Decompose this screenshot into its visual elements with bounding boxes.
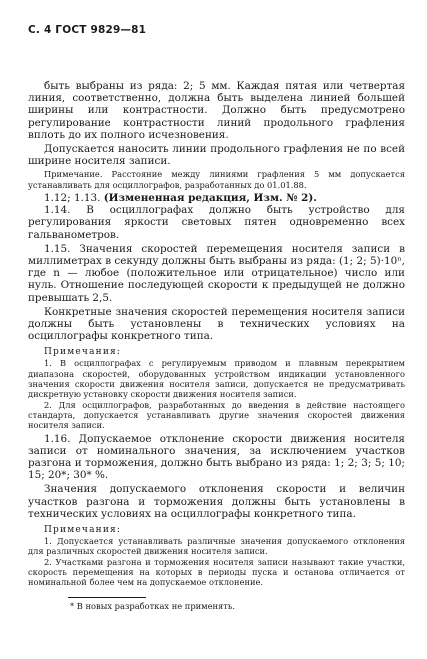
paragraph-1-16: 1.16. Допускаемое отклонение скорости движения носителя записи от номинального значения, за исключением участков разгона и торможения, должно быть выбрано из ряда: 1; 2; 3; 5; 10; 15; 20*; 30* %. (28, 432, 405, 482)
paragraph-1-15: 1.15. Значения скоростей перемещения носителя записи в миллиметрах в секунду должны быть выбраны из ряда: (1; 2; 5)·10ⁿ, где n — любое (положительное или отрицательное) число или нуль. Отношение последующей скорости к предыдущей не должно превышать 2,5. (28, 242, 405, 304)
amendment-title: (Измененная редакция, Изм. № 2). (103, 192, 317, 205)
footnote-separator (68, 597, 146, 598)
note-grafting-distance: Примечание. Расстояние между линиями графления 5 мм допускается устанавливать для осциллографов, разработанных до 01.01.88. (28, 169, 405, 190)
amendment-clause-numbers: 1.12; 1.13. (44, 192, 101, 205)
note-1-1: 1. В осциллографах с регулируемым приводом и плавным перекрытием диапазона скоростей, оборудованных устройством индикации установленного значения скорости движения носителя записи, допускается не предусматривать дискретную установку скорости движения носителя записи. (28, 358, 405, 400)
notes-heading-2: Примечания: (44, 524, 122, 535)
paragraph-amendment (28, 192, 405, 204)
note-2-1: 1. Допускается устанавливать различные значения допускаемого отклонения для различных скоростей движения носителя записи. (28, 535, 405, 557)
note-1-2: 2. Для осциллографов, разработанных до введения в действие настоящего стандарта, допускается устанавливать другие значения скоростей движения носителя записи. (28, 399, 405, 431)
notes-heading-1: Примечания: (44, 347, 122, 358)
paragraph-grafting-lines: быть выбраны из ряда: 2; 5 мм. Каждая пятая или четвертая линия, соответственно, должна быть выделена линией большей ширины или контрастности. Должно быть предусмотрено регулирование контрастности линий продольного графления вплоть до их полного исчезновения. (28, 80, 405, 141)
paragraph-speed-values: Конкретные значения скоростей перемещения носителя записи должны быть установлены в технических условиях на осциллографы конкретного типа. (28, 305, 405, 343)
note-2-2: 2. Участками разгона и торможения носителя записи называют такие участки, скорость перемещения на которых в периоды пуска и останова отличается от номинальной более чем на допускаемое отклонение. (28, 556, 405, 588)
page-header: С. 4 ГОСТ 9829—81 (28, 24, 147, 36)
paragraph-partial-grafting: Допускается наносить линии продольного графления не по всей ширине носителя записи. (28, 143, 405, 168)
footnote: * В новых разработках не применять. (70, 601, 236, 612)
paragraph-deviation-values: Значения допускаемого отклонения скорости и величин участков разгона и торможения должны быть установлены в технических условиях на осциллографы конкретного типа. (28, 483, 405, 520)
paragraph-1-14: 1.14. В осциллографах должно быть устройство для регулирования яркости световых пятен одновременно всех гальванометров. (28, 204, 405, 241)
